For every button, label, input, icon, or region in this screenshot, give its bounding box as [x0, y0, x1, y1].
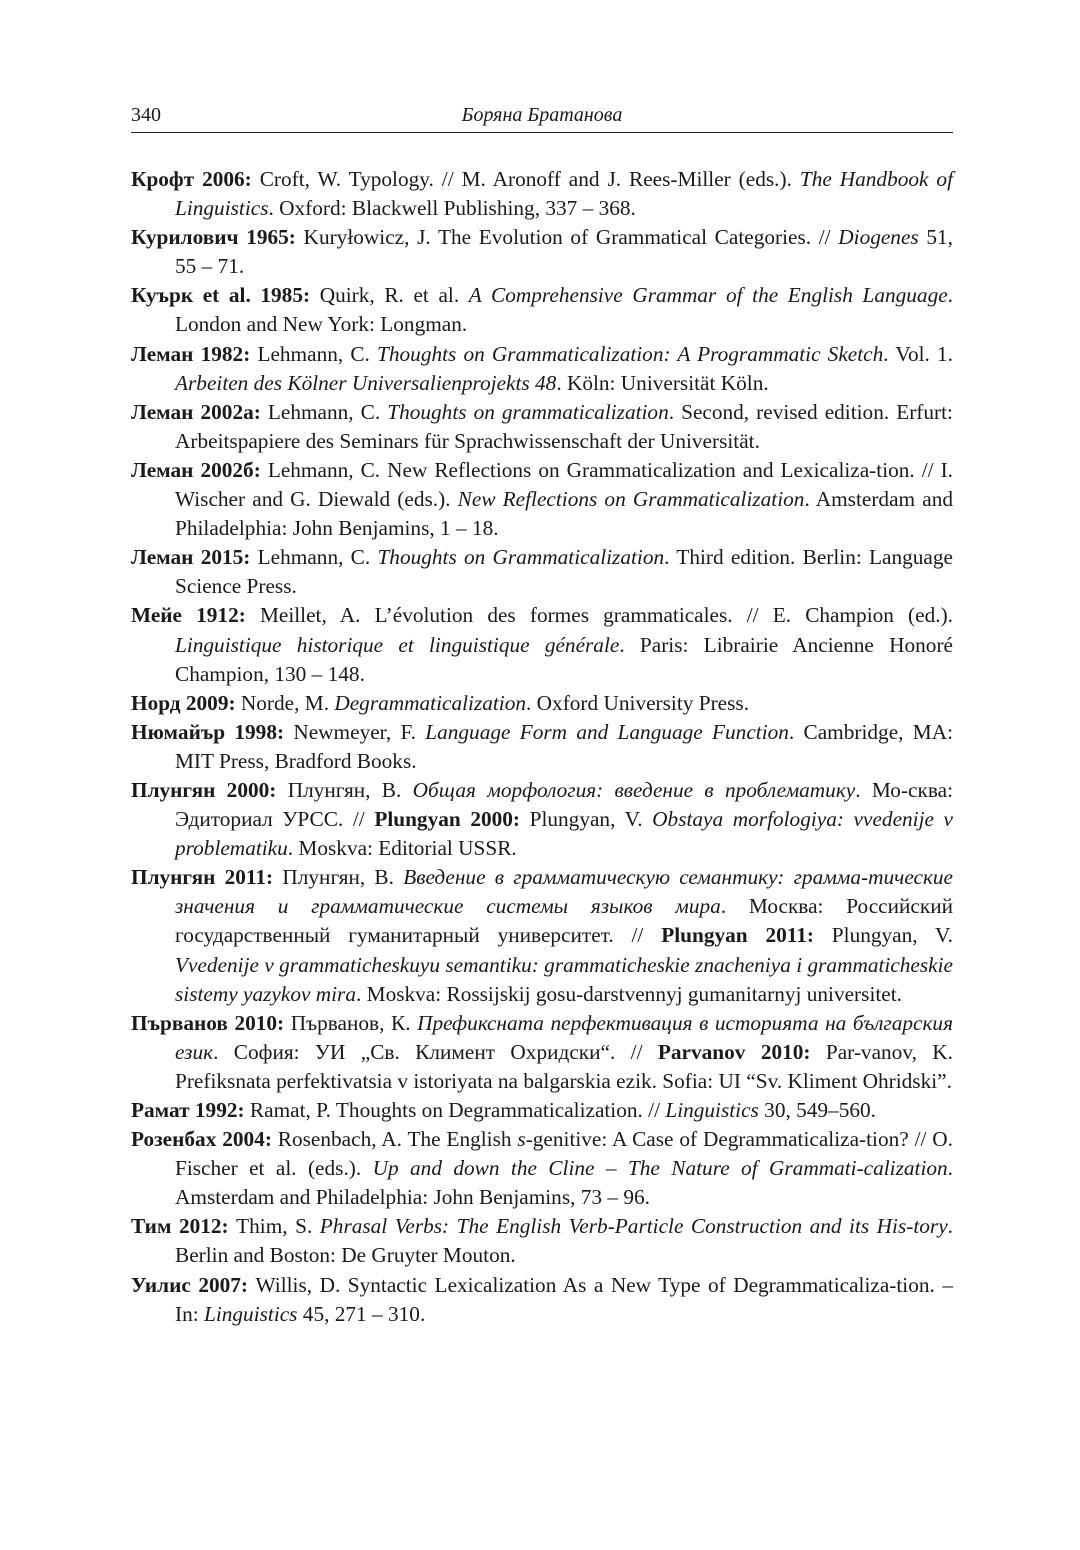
reference-key: Уилис 2007: [131, 1272, 249, 1297]
reference-text: Ramat, P. Thoughts on Degrammaticalization. // [244, 1098, 666, 1122]
reference-text: . Third edition. Berlin: Language Science Press. [175, 545, 953, 599]
reference-title: New Reflections on Grammaticalization [457, 487, 805, 512]
reference-text: Newmeyer, F. [284, 719, 426, 744]
reference-text: . Köln: Universität Köln. [556, 370, 769, 395]
reference-text: . Moskva: Rossijskij gosu-darstvennyj gumanitarnyj universitet. [355, 981, 902, 1006]
reference-text: . London and New York: Longman. [175, 283, 953, 337]
reference-text: Lehmann, C. [250, 341, 378, 366]
reference-key: Плунгян 2011: [131, 865, 274, 890]
reference-title: Up and down the Cline – The Nature of Grammati-calization [372, 1156, 948, 1181]
reference-text: 51, 55 – 71. [175, 225, 953, 279]
reference-text: . Oxford University Press. [526, 690, 750, 715]
reference-title: Linguistique historique et linguistique générale [175, 632, 620, 657]
reference-text: Lehmann, C. [250, 545, 378, 570]
reference-text: . Oxford: Blackwell Publishing, 337 – 368. [268, 196, 636, 221]
reference-entry [131, 689, 953, 718]
reference-text: . Berlin and Boston: De Gruyter Mouton. [175, 1214, 953, 1268]
reference-text: -genitive: A Case of Degrammaticaliza-tion? // O. Fischer et al. (eds.). [175, 1127, 953, 1181]
reference-text: . Moskva: Editorial USSR. [287, 836, 517, 861]
reference-key: Леман 2015: [131, 545, 251, 570]
reference-entry [131, 1125, 953, 1212]
reference-title: s [517, 1127, 526, 1152]
reference-title: The Handbook of Linguistics [175, 167, 953, 221]
reference-entry [131, 1096, 953, 1125]
reference-text: . Second, revised edition. Erfurt: Arbeitspapiere des Seminars für Sprachwissenschaft der Universität. [175, 399, 953, 453]
reference-title: Общая морфология: введение в проблематику [412, 777, 856, 802]
reference-title: Vvedenije v grammaticheskuyu semantiku: grammaticheskie znacheniya i grammaticheskie sistemy yazykov mira [175, 952, 953, 1006]
reference-text: Quirk, R. et al. [310, 283, 469, 308]
reference-text: Plungyan, V. [520, 807, 653, 832]
reference-key: Леман 1982: [131, 341, 251, 366]
reference-entry [131, 1271, 953, 1329]
reference-key: Нюмайър 1998: [131, 719, 285, 744]
reference-title: Arbeiten des Kölner Universalienprojekts 48 [175, 370, 557, 395]
reference-text: 30, 549–560. [758, 1098, 876, 1122]
reference-title: Префикснaта перфективация в историята на българския език [175, 1010, 953, 1064]
reference-title: Language Form and Language Function [425, 719, 789, 744]
reference-text: Willis, D. Syntactic Lexicalization As a New Type of Degrammaticaliza-tion. – In: [175, 1272, 953, 1326]
reference-text: Плунгян, В. [273, 865, 404, 890]
reference-text: Kuryłowicz, J. The Evolution of Grammatical Categories. // [295, 225, 839, 250]
reference-text: . Vol. 1. [883, 341, 953, 366]
reference-text: . София: УИ „Св. Климент Охридски“. // [213, 1039, 658, 1064]
reference-title: Degrammaticalization [334, 690, 527, 715]
reference-title: Obstaya morfologiya: vvedenije v problematiku [175, 807, 954, 861]
reference-key: Леман 2002б: [131, 457, 261, 482]
reference-text: Първанов, К. [284, 1010, 418, 1035]
reference-title: Введение в грамматическую семантику: грамма-тические значения и грамматические системы языков мира [175, 865, 954, 919]
reference-title: Linguistics [665, 1098, 759, 1122]
reference-text: Norde, M. [235, 690, 335, 715]
reference-title: Thoughts on Grammaticalization: A Programmatic Sketch [377, 341, 884, 366]
reference-text: Croft, W. Typology. // M. Aronoff and J. Rees-Miller (eds.). [251, 167, 800, 191]
reference-text: . Amsterdam and Philadelphia: John Benjamins, 1 – 18. [175, 487, 953, 541]
reference-entry [131, 1009, 953, 1096]
reference-key: Леман 2002а: [131, 399, 261, 424]
reference-title: Linguistics [203, 1301, 298, 1326]
reference-title: Diogenes [838, 225, 919, 250]
reference-key: Parvanov 2010: [657, 1039, 811, 1064]
reference-text: 45, 271 – 310. [297, 1301, 426, 1326]
reference-key: Мейе 1912: [131, 603, 246, 628]
reference-title: Phrasal Verbs: The English Verb-Particle Construction and its His-tory [319, 1214, 948, 1239]
reference-entry [131, 776, 953, 863]
page-header [131, 100, 953, 133]
reference-key: Куърк et al. 1985: [131, 283, 311, 308]
reference-text: Lehmann, C. New Reflections on Grammaticalization and Lexicaliza-tion. // I. Wischer and G. Diewald (eds.). [175, 457, 953, 512]
reference-title: A Comprehensive Grammar of the English Language [468, 283, 948, 308]
reference-entry [131, 340, 953, 398]
reference-entry [131, 165, 953, 223]
reference-entry [131, 863, 953, 1008]
reference-text: Плунгян, В. [276, 777, 413, 802]
reference-key: Розенбах 2004: [131, 1127, 272, 1152]
reference-entry [131, 398, 953, 456]
reference-key: Рамат 1992: [131, 1098, 245, 1122]
reference-list [131, 165, 953, 1329]
reference-text: Lehmann, C. [260, 399, 388, 424]
reference-key: Крофт 2006: [131, 167, 252, 191]
reference-key: Тим 2012: [131, 1214, 229, 1239]
reference-text: . Amsterdam and Philadelphia: John Benjamins, 73 – 96. [175, 1156, 953, 1210]
running-head: Боряна Братанова [461, 104, 623, 126]
reference-entry [131, 543, 953, 601]
reference-key: Plungyan 2011: [661, 923, 814, 948]
reference-text: Thim, S. [228, 1214, 320, 1239]
reference-key: Плунгян 2000: [131, 777, 277, 802]
reference-key: Норд 2009: [131, 690, 236, 715]
reference-text: Rosenbach, A. The English [271, 1127, 518, 1152]
reference-entry [131, 456, 953, 543]
reference-title: Thoughts on grammaticalization [387, 399, 669, 424]
reference-text: Meillet, A. L’évolution des formes grammaticales. // E. Champion (ed.). [245, 603, 953, 628]
reference-text: . Мо-сква: Эдиториал УРСС. // [175, 777, 953, 832]
reference-key: Първанов 2010: [131, 1010, 285, 1035]
reference-title: Thoughts on Grammaticalization [377, 545, 665, 570]
reference-text: . Paris: Librairie Ancienne Honoré Champion, 130 – 148. [175, 632, 953, 686]
page-number: 340 [131, 104, 161, 126]
reference-text: Par-vanov, K. Prefiksnata perfektivatsia v istoriyata na balgarskia ezik. Sofia: UI “Sv. Kliment Ohridski”. [175, 1039, 953, 1093]
reference-entry [131, 223, 953, 281]
reference-entry [131, 718, 953, 776]
reference-text: Plungyan, V. [813, 923, 953, 948]
reference-key: Plungyan 2000: [374, 807, 521, 832]
reference-text: . Москва: Российский государственный гуманитарный университет. // [175, 894, 953, 948]
reference-key: Курилович 1965: [131, 225, 296, 250]
reference-entry [131, 281, 953, 339]
reference-entry [131, 1212, 953, 1270]
reference-entry [131, 601, 953, 688]
reference-text: . Cambridge, MA: MIT Press, Bradford Books. [175, 719, 953, 773]
